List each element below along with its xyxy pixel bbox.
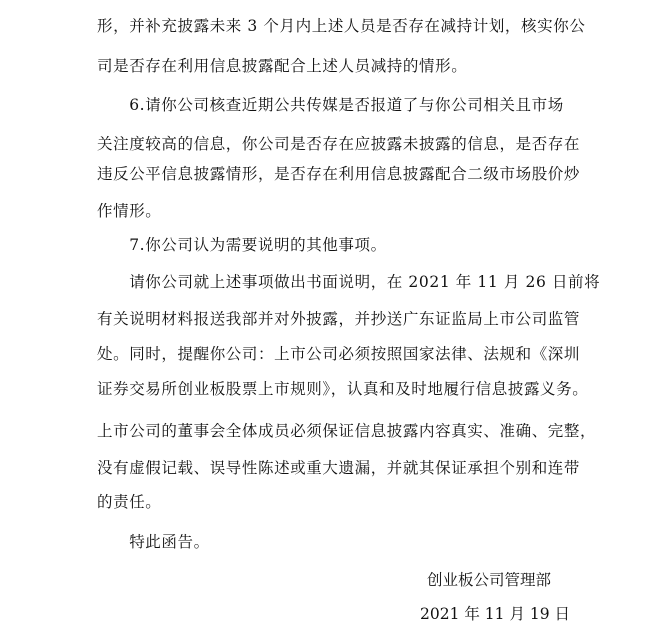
paragraph-line: 6.请你公司核查近期公共传媒是否报道了与你公司相关且市场 <box>97 96 564 114</box>
paragraph-line: 关注度较高的信息，你公司是否存在应披露未披露的信息，是否存在 <box>97 135 581 153</box>
paragraph-line: 形，并补充披露未来 3 个月内上述人员是否存在减持计划，核实你公 <box>97 17 586 35</box>
paragraph-line: 有关说明材料报送我部并对外披露，并抄送广东证监局上市公司监管 <box>97 310 581 328</box>
paragraph-line: 司是否存在利用信息披露配合上述人员减持的情形。 <box>97 57 468 75</box>
paragraph-line: 上市公司的董事会全体成员必须保证信息披露内容真实、准确、完整， <box>97 422 597 440</box>
paragraph-line: 7.你公司认为需要说明的其他事项。 <box>97 236 387 254</box>
paragraph-line: 作情形。 <box>97 202 162 220</box>
paragraph-line: 的责任。 <box>97 493 162 511</box>
paragraph-line: 处。同时，提醒你公司：上市公司必须按照国家法律、法规和《深圳 <box>97 345 581 363</box>
paragraph-line: 特此函告。 <box>97 533 210 551</box>
paragraph-line: 违反公平信息披露情形，是否存在利用信息披露配合二级市场股价炒 <box>97 165 581 183</box>
signature-date: 2021 年 11 月 19 日 <box>420 605 571 623</box>
paragraph-line: 没有虚假记载、误导性陈述或重大遗漏，并就其保证承担个别和连带 <box>97 459 581 477</box>
paragraph-line: 请你公司就上述事项做出书面说明，在 2021 年 11 月 26 日前将 <box>97 273 601 291</box>
paragraph-line: 证券交易所创业板股票上市规则》，认真和及时地履行信息披露义务。 <box>97 380 589 398</box>
signature-department: 创业板公司管理部 <box>427 571 552 589</box>
